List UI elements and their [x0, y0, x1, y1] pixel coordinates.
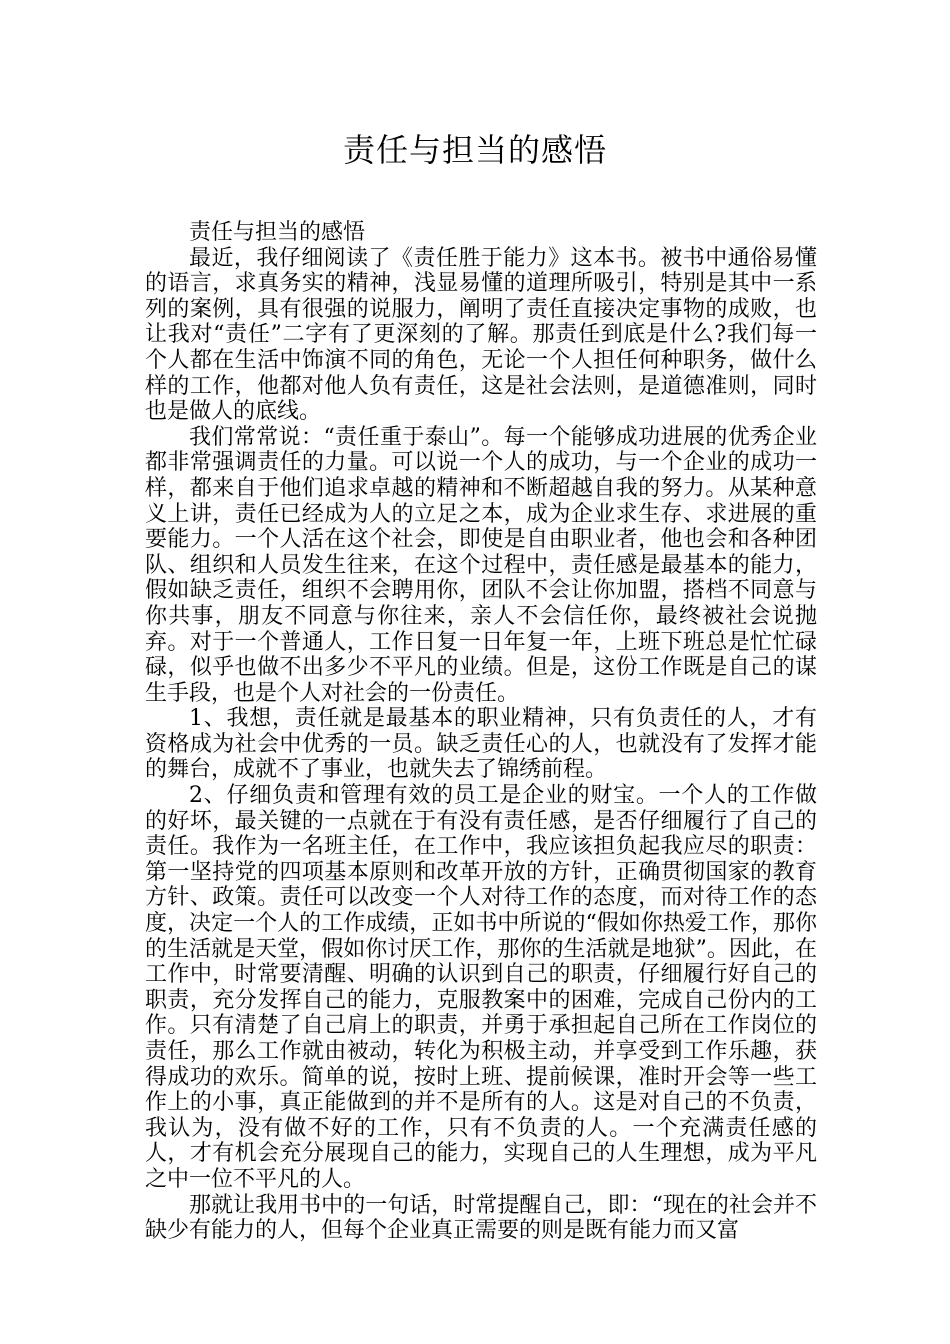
body-paragraph: 1、我想，责任就是最基本的职业精神，只有负责任的人，才有资格成为社会中优秀的一员。缺乏责任心的人，也就没有了发挥才能的舞台，成就不了事业，也就失去了锦绣前程。	[145, 706, 817, 783]
body-paragraph: 2、仔细负责和管理有效的员工是企业的财宝。一个人的工作做的好坏，最关键的一点就在于有没有责任感，是否仔细履行了自己的责任。我作为一名班主任，在工作中，我应该担负起我应尽的职责：第一坚持党的四项基本原则和改革开放的方针，正确贯彻国家的教育方针、政策。责任可以改变一个人对待工作的态度，而对待工作的态度，决定一个人的工作成绩，正如书中所说的“假如你热爱工作，那你的生活就是天堂，假如你讨厌工作，那你的生活就是地狱”。因此，在工作中，时常要清醒、明确的认识到自己的职责，仔细履行好自己的职责，充分发挥自己的能力，克服教案中的困难，完成自己份内的工作。只有清楚了自己肩上的职责，并勇于承担起自己所在工作岗位的责任，那么工作就由被动，转化为积极主动，并享受到工作乐趣，获得成功的欢乐。简单的说，按时上班、提前候课，准时开会等一些工作上的小事，真正能做到的并不是所有的人。这是对自己的不负责，我认为，没有做不好的工作，只有不负责的人。一个充满责任感的人，才有机会充分展现自己的能力，实现自己的人生理想，成为平凡之中一位不平凡的人。	[145, 783, 817, 1192]
body-paragraph: 最近，我仔细阅读了《责任胜于能力》这本书。被书中通俗易懂的语言，求真务实的精神，浅显易懂的道理所吸引，特别是其中一系列的案例，具有很强的说服力，阐明了责任直接决定事物的成败，也让我对“责任”二字有了更深刻的了解。那责任到底是什么?我们每一个人都在生活中饰演不同的角色，无论一个人担任何种职务，做什么样的工作，他都对他人负有责任，这是社会法则，是道德准则，同时也是做人的底线。	[145, 245, 817, 425]
subtitle-paragraph: 责任与担当的感悟	[189, 220, 366, 245]
document-body	[145, 220, 817, 1244]
body-paragraph: 那就让我用书中的一句话，时常提醒自己，即：“现在的社会并不缺少有能力的人，但每个企业真正需要的则是既有能力而又富	[145, 1192, 817, 1244]
document-title: 责任与担当的感悟	[342, 131, 607, 169]
body-paragraph: 我们常常说：“责任重于泰山”。每一个能够成功进展的优秀企业都非常强调责任的力量。可以说一个人的成功，与一个企业的成功一样，都来自于他们追求卓越的精神和不断超越自我的努力。从某种意义上讲，责任已经成为人的立足之本，成为企业求生存、求进展的重要能力。一个人活在这个社会，即使是自由职业者，他也会和各种团队、组织和人员发生往来，在这个过程中，责任感是最基本的能力，假如缺乏责任，组织不会聘用你，团队不会让你加盟，搭档不同意与你共事，朋友不同意与你往来，亲人不会信任你，最终被社会说抛弃。对于一个普通人，工作日复一日年复一年，上班下班总是忙忙碌碌，似乎也做不出多少不平凡的业绩。但是，这份工作既是自己的谋生手段，也是个人对社会的一份责任。	[145, 424, 817, 706]
